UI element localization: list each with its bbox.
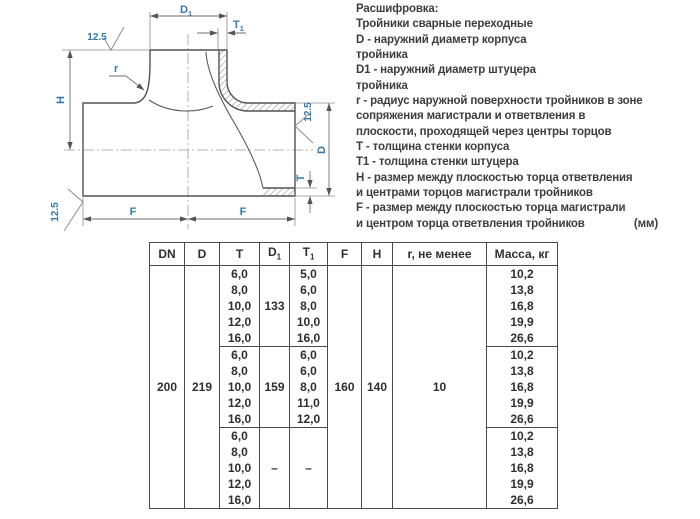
legend: [356, 2, 696, 232]
cell-massa: 19,9: [487, 395, 558, 411]
cell-t: 12,0: [220, 476, 260, 492]
cell-t: 10,0: [220, 379, 260, 395]
cell-d1: –: [260, 428, 290, 509]
dim-label-f-left: F: [129, 206, 137, 218]
column-header: D: [185, 243, 220, 266]
cell-t: 8,0: [220, 444, 260, 460]
dim-label-f-right: F: [239, 206, 247, 218]
legend-line: и центром торца ответвления тройников (мм): [356, 217, 658, 230]
column-header: $T_1$: [290, 243, 328, 266]
cell-t: 12,0: [220, 395, 260, 411]
section-hatch: [219, 50, 295, 196]
legend-line: F - размер между плоскостью торца магистрали: [356, 202, 626, 215]
cell-d1: 159: [260, 347, 290, 428]
column-header: F: [328, 243, 362, 266]
cell-t1: 8,0: [290, 298, 328, 314]
cell-massa: 16,8: [487, 298, 558, 314]
legend-line: тройника: [356, 79, 408, 92]
cell-t1: 5,0: [290, 266, 328, 283]
cell-dn: 200: [150, 266, 185, 509]
column-header: H: [362, 243, 393, 266]
cell-t: 6,0: [220, 347, 260, 364]
cell-massa: 10,2: [487, 347, 558, 364]
roughness-label-top: 12.5: [87, 32, 107, 43]
cell-t1: 6,0: [290, 363, 328, 379]
legend-line: Тройники сварные переходные: [356, 18, 533, 31]
cell-massa: 19,9: [487, 314, 558, 330]
cell-t1: 6,0: [290, 282, 328, 298]
cell-t: 6,0: [220, 428, 260, 445]
cell-massa: 13,8: [487, 363, 558, 379]
spec-table: [149, 242, 558, 509]
cell-t: 8,0: [220, 282, 260, 298]
column-header: $D_1$: [260, 243, 290, 266]
legend-line: T1 - толщина стенки штуцера: [356, 156, 519, 169]
legend-line: и центрами торцов магистрали тройников: [356, 187, 593, 200]
column-header: DN: [150, 243, 185, 266]
tee-drawing: [0, 0, 350, 242]
cell-d: 219: [185, 266, 220, 509]
roughness-marks: [64, 27, 313, 231]
cell-t1: 10,0: [290, 314, 328, 330]
legend-line: D - наружний диаметр корпуса: [356, 33, 527, 46]
legend-line: H - размер между плоскостью торца ответвления: [356, 171, 633, 184]
cell-massa: 26,6: [487, 411, 558, 428]
cell-massa: 19,9: [487, 476, 558, 492]
cell-t: 10,0: [220, 460, 260, 476]
cell-t: 6,0: [220, 266, 260, 283]
roughness-label-bottom: 12.5: [50, 202, 61, 222]
cell-massa: 10,2: [487, 266, 558, 283]
dim-label-r: r: [114, 63, 119, 75]
cell-r: 10: [393, 266, 487, 509]
cell-massa: 16,8: [487, 379, 558, 395]
dim-label-h: H: [55, 96, 67, 104]
tee-seams: [149, 52, 263, 188]
column-header: T: [220, 243, 260, 266]
cell-massa: 26,6: [487, 330, 558, 347]
dim-label-t: T: [295, 174, 307, 182]
cell-massa: 16,8: [487, 460, 558, 476]
cell-t1: 16,0: [290, 330, 328, 347]
cell-massa: 26,6: [487, 492, 558, 509]
legend-line: сопряжения магистрали и ответвления в: [356, 110, 586, 123]
cell-t: 16,0: [220, 492, 260, 509]
cell-t1: 12,0: [290, 411, 328, 428]
cell-t1: 8,0: [290, 379, 328, 395]
legend-line: r - радиус наружной поверхности тройников в зоне: [356, 95, 643, 108]
cell-massa: 13,8: [487, 282, 558, 298]
cell-t1: 6,0: [290, 347, 328, 364]
cell-t: 12,0: [220, 314, 260, 330]
legend-line: D1 - наружний диаметр штуцера: [356, 64, 536, 77]
legend-line: плоскости, проходящей через центры торцов: [356, 125, 612, 138]
table-row: [150, 266, 558, 283]
dim-label-d1: $D_1$: [180, 4, 193, 18]
dim-label-t1: $T_1$: [233, 19, 244, 33]
legend-line: T - толщина стенки корпуса: [356, 141, 510, 154]
dim-label-d: D: [316, 146, 328, 154]
cell-t1: 11,0: [290, 395, 328, 411]
cell-massa: 13,8: [487, 444, 558, 460]
cell-f: 160: [328, 266, 362, 509]
cell-t: 16,0: [220, 411, 260, 428]
roughness-label-right: 12.5: [303, 102, 314, 122]
table-header-row: [150, 243, 558, 266]
cell-t: 10,0: [220, 298, 260, 314]
cell-t: 16,0: [220, 330, 260, 347]
cell-t1: –: [290, 428, 328, 509]
cell-h: 140: [362, 266, 393, 509]
column-header: r, не менее: [393, 243, 487, 266]
cell-massa: 10,2: [487, 428, 558, 445]
legend-line: Расшифровка:: [356, 3, 439, 15]
centerlines: [64, 34, 313, 229]
cell-d1: 133: [260, 266, 290, 347]
column-header: Масса, кг: [487, 243, 558, 266]
legend-line: тройника: [356, 49, 408, 62]
cell-t: 8,0: [220, 363, 260, 379]
